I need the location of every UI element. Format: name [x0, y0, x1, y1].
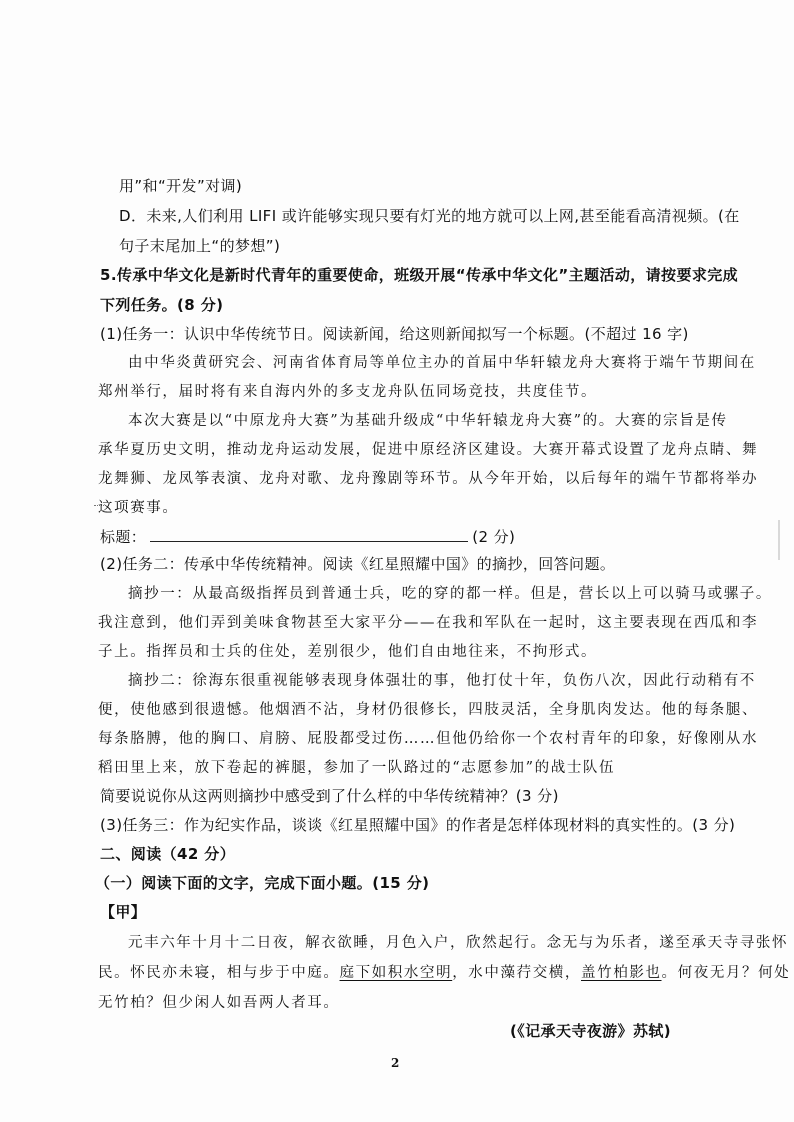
section-2-heading: 二、阅读（42 分）: [100, 845, 236, 863]
underlined-phrase: 庭下如积水空明: [339, 965, 453, 981]
task-2-prompt: (2)任务二：传承中华传统精神。阅读《红星照耀中国》的摘抄，回答问题。: [100, 555, 616, 573]
text-line: 句子末尾加上“的梦想”): [119, 237, 281, 255]
excerpt-2: 摘抄二：徐海东很重视能够表现身体强壮的事，他打仗十年，负伤八次，因此行动稍有不: [128, 673, 756, 689]
title-answer-row: [100, 527, 515, 546]
classical-passage-line: 元丰六年十月十二日夜，解衣欲睡，月色入户，欣然起行。念无与为乐者，遂至承天寺寻张怀: [128, 935, 789, 951]
task-1-prompt: (1)任务一：认识中华传统节日。阅读新闻，给这则新闻拟写一个标题。(不超过 16 字): [100, 325, 689, 343]
question-5-title-cont: 下列任务。(8 分): [100, 296, 224, 314]
news-paragraph-1-cont: 郑州举行，届时将有来自海内外的多支龙舟队伍同场竞技，共度佳节。: [98, 384, 598, 400]
excerpt-2-cont: 便，使他感到很遗憾。他烟酒不沾，身材仍很修长，四肢灵活，全身肌肉发达。他的每条腿、: [98, 702, 759, 718]
text-line: D．未来,人们利用 LIFI 或许能够实现只要有灯光的地方就可以上网,甚至能看高清视频。(在: [119, 207, 740, 225]
underlined-phrase: 盖竹柏影也: [581, 965, 662, 981]
news-paragraph-2-cont: 龙舞狮、龙凤筝表演、龙舟对歌、龙舟豫剧等环节。从今年开始，以后每年的端午节都将举办: [98, 471, 759, 487]
passage-source: (《记承天寺夜游》苏轼): [510, 1022, 672, 1040]
page-number: 2: [391, 1056, 400, 1070]
excerpt-1-cont: 我注意到，他们弄到美味食物甚至大家平分——在我和军队在一起时，这主要表现在西瓜和李: [98, 615, 759, 631]
passage-jia-label: 【甲】: [100, 903, 147, 921]
news-paragraph-2: 本次大赛是以“中原龙舟大赛”为基础升级成“中华轩辕龙舟大赛”的。大赛的宗旨是传: [128, 413, 728, 429]
passage-text: ，水中藻荇交横，: [452, 965, 582, 981]
excerpt-2-cont: 稻田里上来，放下卷起的裤腿，参加了一队路过的“志愿参加”的战士队伍: [98, 760, 616, 776]
title-score: (2 分): [472, 528, 516, 546]
classical-passage-line: 无竹柏？但少闲人如吾两人者耳。: [98, 995, 340, 1011]
excerpt-2-cont: 每条胳膊，他的胸口、肩膀、屁股都受过伤……但他仍给你一个农村青年的印象，好像刚从水: [98, 731, 759, 747]
classical-passage-line: [98, 964, 790, 982]
scan-margin-mark: [778, 520, 780, 560]
text-line: 用”和“开发”对调): [119, 177, 243, 195]
title-label: 标题：: [100, 528, 147, 546]
excerpt-1: 摘抄一：从最高级指挥员到普通士兵，吃的穿的都一样。但是，营长以上可以骑马或骡子。: [128, 586, 772, 602]
excerpt-1-cont: 子上。指挥员和士兵的住处，差别很少，他们自由地往来，不拘形式。: [98, 644, 598, 660]
news-paragraph-1: 由中华炎黄研究会、河南省体育局等单位主办的首届中华轩辕龙舟大赛将于端午节期间在: [128, 355, 756, 371]
subsection-1-heading: （一）阅读下面的文字，完成下面小题。(15 分): [95, 874, 430, 892]
title-answer-blank[interactable]: [150, 527, 468, 542]
news-paragraph-2-cont: 承华夏历史文明，推动龙舟运动发展，促进中原经济区建设。大赛开幕式设置了龙舟点睛、舞: [98, 442, 759, 458]
task-2-question: 简要说说你从这两则摘抄中感受到了什么样的中华传统精神？(3 分): [100, 787, 559, 805]
passage-text: 。何夜无月？何处: [661, 965, 791, 981]
news-paragraph-2-cont: 这项赛事。: [98, 500, 179, 516]
question-5-title: 5.传承中华文化是新时代青年的重要使命，班级开展“传承中华文化”主题活动，请按要求完成: [100, 266, 739, 284]
task-3-prompt: (3)任务三：作为纪实作品，谈谈《红星照耀中国》的作者是怎样体现材料的真实性的。(3 分): [100, 816, 736, 834]
passage-text: 民。怀民亦未寝，相与步于中庭。: [98, 965, 340, 981]
